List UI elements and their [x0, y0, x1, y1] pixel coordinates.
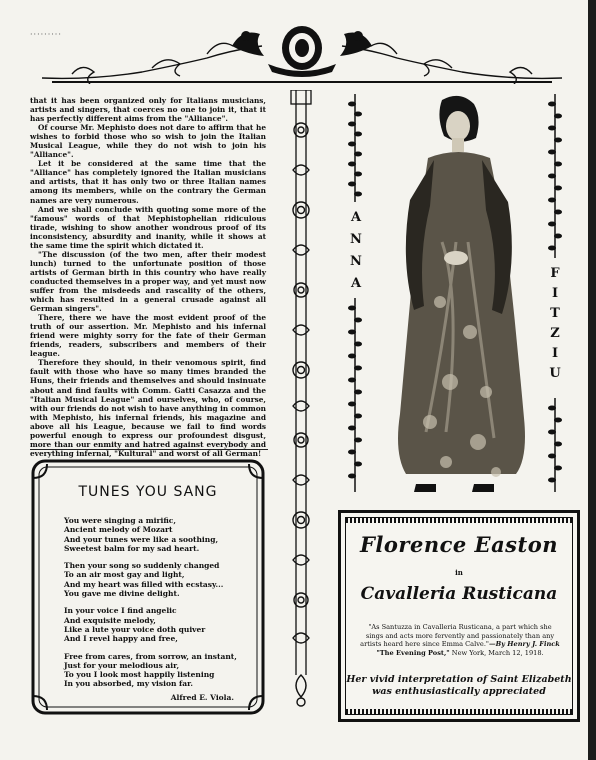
ad-footer-line: was enthusiastically appreciated [372, 686, 546, 697]
name-letter: Z [550, 326, 560, 341]
article-paragraph: Let it be considered at the same time that the "Alliance" has completely ignored the Italian musicians and artists, that it has only two or three Italian names among its members, while on the contrary the German names are very numerous. [30, 159, 266, 205]
poem-line: And exquisite melody, [64, 615, 156, 625]
ad-quote-credit: —By Henry J. Finck [488, 640, 560, 649]
poem-stanza [64, 561, 244, 598]
ad-review-quote [360, 623, 560, 657]
vine-ornament-icon [348, 94, 362, 202]
poem-line: And I revel happy and free, [64, 634, 178, 644]
poem-box [30, 458, 266, 716]
poem-line: To you I look most happily listening [64, 670, 215, 680]
ad-border-stripe [346, 518, 572, 523]
advertisement-frame [345, 517, 573, 715]
poem-stanza [64, 652, 244, 689]
name-letter: A [350, 276, 362, 291]
poem-author: Alfred E. Viola. [170, 692, 234, 702]
advertisement-box [338, 510, 580, 722]
ad-quote-date: New York, March 12, 1918. [449, 648, 544, 657]
poem-line: In your voice I find angelic [64, 606, 177, 616]
poem-line: Ancient melody of Mozart [64, 525, 173, 535]
article-column [30, 96, 266, 458]
article-paragraph: Therefore they should, in their venomous spirit, find fault with those who have so many times branded the Huns, their friends and themselves and should insinuate about and find faults with Comm. Gatti Casazza and the "Italian Musical League" and ourselves, who, of course, with our friends do not wish to have anything in common with Mephisto, his infernal friends, his magazine and above all his League, because we fail to find words powerful enough to express our profoundest disgust, more than our enmity and hatred against everybody and everything infernal, "Kultural" and worst of all German! [30, 358, 266, 458]
vine-ornament-icon [548, 94, 562, 258]
article-paragraph: There, there we have the most evident proof of the truth of our assertion. Mr. Mephisto and his infernal friend were mighty sorry for the fate of their German friends, readers, subscribers and members of their league. [30, 313, 266, 359]
article-paragraph: that it has been organized only for Italians musicians, artists and singers, that coerces no one to join it, that it has perfectly different aims from the "Alliance". [30, 96, 266, 124]
vine-ornament-icon [548, 398, 562, 492]
ad-title: Florence Easton [360, 532, 558, 557]
poem-line: In you absorbed, my vision far. [64, 679, 193, 689]
article-paragraph: And we shall conclude with quoting some more of the "famous" words of that Mephistophelian ridiculous tirade, wishing to show another wondrous proof of its inconsistency, absurdity and inanity, while it shows at the same time the spirit which dictated it. [30, 204, 266, 250]
header-ornament-icon [32, 24, 572, 84]
poem-body [64, 516, 244, 702]
ad-quote-source: "The Evening Post," [376, 648, 450, 657]
poem-line: And my heart was filled with ecstasy... [64, 579, 224, 589]
page-edge [588, 0, 596, 760]
poem-line: Just for your melodious air, [64, 660, 180, 670]
ad-opera-title: Cavalleria Rusticana [360, 584, 558, 604]
poem-stanza [64, 606, 244, 643]
poem-title: TUNES YOU SANG [78, 484, 218, 500]
name-letter: U [549, 366, 561, 381]
column-divider [30, 449, 268, 450]
name-letter: I [551, 286, 559, 301]
poem-line: To an air most gay and light, [64, 570, 185, 580]
poem-line: Then your song so suddenly changed [64, 561, 220, 571]
poem-line: And your tunes were like a soothing, [64, 534, 219, 544]
ad-footer [346, 674, 572, 698]
name-letter: T [550, 306, 560, 321]
name-letter: N [350, 232, 362, 247]
article-paragraph: "The discussion (of the two men, after their modest lunch) turned to the unfortunate position of those artists of German birth in this country who have really conducted themselves in a proper way, and yet must now suffer from the misdeeds and rascality of the others, which has resulted in a general crusade against all German singers". [30, 249, 266, 314]
article-paragraph: Of course Mr. Mephisto does not dare to affirm that he wishes to forbid those who so wish to join the Italian Musical League, while they do not wish to join his "Alliance". [30, 123, 266, 160]
poem-line: Like a lute your voice doth quiver [64, 624, 206, 634]
poem-line: You gave me divine delight. [64, 589, 180, 599]
ad-border-stripe [346, 709, 572, 714]
poem-line: You were singing a mirific, [64, 516, 176, 525]
poem-stanza [64, 516, 244, 553]
poem-line: Free from cares, from sorrow, an instant, [64, 651, 237, 661]
name-letter: F [550, 266, 560, 281]
poem-line: Sweetest balm for my sad heart. [64, 543, 200, 553]
ad-in-label: in [455, 568, 463, 577]
ad-quote-text: "As Santuzza in Cavalleria Rusticana, a part which she sings and acts more fervently and passionately than any artists heard here since Emma Calve." [360, 623, 555, 649]
portrait-photo [386, 92, 532, 498]
chain-column-icon [285, 90, 317, 710]
name-letter: N [350, 254, 362, 269]
ad-footer-line: Her vivid interpretation of Saint Elizabeth [346, 674, 572, 685]
name-letter: A [350, 210, 362, 225]
vine-ornament-icon [348, 298, 362, 492]
header-mark: ········· [30, 30, 62, 39]
name-letter: I [551, 346, 559, 361]
